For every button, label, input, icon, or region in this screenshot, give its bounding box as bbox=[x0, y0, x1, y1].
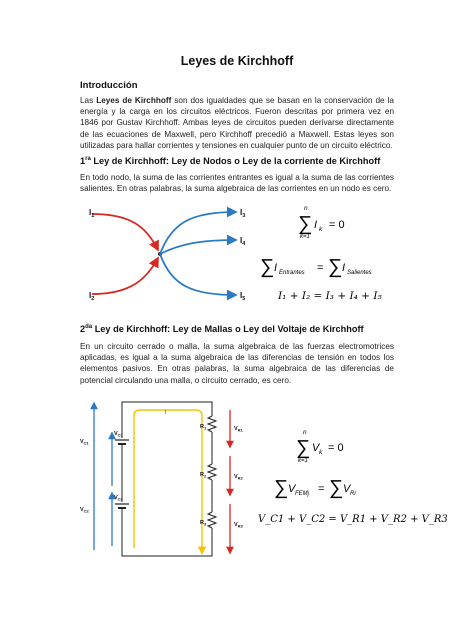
svg-text:Salientes: Salientes bbox=[347, 270, 372, 276]
label-vc1-outer: $V_{C1}$ bbox=[80, 439, 89, 446]
law1-eq-sum-zero bbox=[298, 205, 345, 240]
law1-paragraph: En todo nodo, la suma de las corrientes entrantes es igual a la suma de las corrientes salientes. En otras palabras, la suma algebraica de las corrientes en un nodo es cero. bbox=[80, 173, 394, 194]
law2-paragraph: En un circuito cerrado o malla, la suma algebraica de las fuerzas electromotrices aplicadas, es igual a la suma algebraica de las diferencias de tensión en todos los elementos pasivos. En otras palabras, la suma algebraica de las diferencias de potencial circulando una malla, o circuito cerrado, es cero. bbox=[80, 342, 394, 385]
mesh-circuit-diagram bbox=[80, 398, 250, 564]
law2-number: 2 bbox=[80, 324, 86, 335]
svg-text:Entrantes: Entrantes bbox=[279, 270, 305, 276]
label-i4: $I_4$ bbox=[240, 236, 246, 247]
sigma-icon: ∑ bbox=[298, 213, 313, 235]
svg-text:=: = bbox=[317, 262, 324, 274]
label-r2: $R_2$ bbox=[200, 472, 207, 479]
law2-heading bbox=[80, 324, 364, 334]
label-loop-current: I bbox=[165, 410, 167, 416]
svg-text:V: V bbox=[312, 442, 320, 454]
page-title: Leyes de Kirchhoff bbox=[180, 54, 294, 68]
svg-text:∑: ∑ bbox=[274, 477, 289, 499]
intro-text-pre: Las bbox=[80, 96, 97, 105]
law2-heading-text: Ley de Kirchhoff: Ley de Mallas o Ley del Voltaje de Kirchhoff bbox=[92, 324, 364, 335]
law1-heading-text: Ley de Kirchhoff: Ley de Nodos o Ley de la corriente de Kirchhoff bbox=[90, 156, 381, 167]
law1-ordinal: ra bbox=[85, 156, 91, 162]
svg-text:k=1: k=1 bbox=[298, 458, 308, 464]
node-current-diagram bbox=[80, 200, 270, 308]
svg-text:∑: ∑ bbox=[328, 256, 343, 278]
circuit-wire bbox=[122, 402, 212, 556]
svg-text:k: k bbox=[319, 226, 323, 233]
svg-text:I: I bbox=[342, 262, 346, 274]
label-r3: $R_3$ bbox=[200, 520, 207, 527]
law2-equations bbox=[256, 424, 448, 534]
svg-text:k: k bbox=[319, 449, 323, 456]
law2-ordinal: da bbox=[85, 324, 93, 330]
label-i1: $I_1$ bbox=[89, 208, 95, 219]
svg-text:V: V bbox=[288, 483, 296, 495]
svg-text:∑: ∑ bbox=[329, 477, 344, 499]
law2-eq-sum-zero bbox=[296, 429, 344, 464]
svg-text:Ri: Ri bbox=[350, 491, 356, 497]
svg-text:=: = bbox=[318, 483, 325, 495]
law1-eq-in-out bbox=[260, 256, 372, 278]
svg-text:FEMj: FEMj bbox=[295, 491, 309, 497]
svg-text:n: n bbox=[304, 205, 308, 212]
label-i2: $I_2$ bbox=[89, 291, 95, 302]
law1-equations bbox=[258, 200, 398, 308]
law1-eq-explicit: I₁ + I₂ = I₃ + I₄ + I₅ bbox=[278, 290, 382, 302]
loop-current-arrow bbox=[134, 410, 202, 548]
current-i1-arrow bbox=[92, 214, 158, 250]
svg-text:= 0: = 0 bbox=[329, 219, 345, 231]
law1-heading bbox=[80, 156, 380, 166]
label-vr3: $V_{R3}$ bbox=[234, 522, 243, 529]
label-vr1: $V_{R1}$ bbox=[234, 426, 243, 433]
svg-text:∑: ∑ bbox=[260, 256, 275, 278]
current-i4-arrow bbox=[160, 240, 236, 254]
current-i5-arrow bbox=[160, 254, 236, 295]
svg-text:I: I bbox=[314, 219, 318, 231]
label-vc1-inner: $V_{C1}$ bbox=[114, 431, 123, 438]
label-i5: $I_5$ bbox=[240, 291, 246, 302]
law2-eq-fem-drop bbox=[274, 477, 356, 499]
intro-paragraph bbox=[80, 95, 394, 151]
law1-number: 1 bbox=[80, 156, 86, 167]
intro-heading: Introducción bbox=[80, 80, 138, 91]
svg-text:k=1: k=1 bbox=[300, 234, 310, 240]
svg-text:I: I bbox=[274, 262, 278, 274]
label-r1: $R_1$ bbox=[200, 424, 207, 431]
label-vr2: $V_{R2}$ bbox=[234, 474, 243, 481]
current-i2-arrow bbox=[92, 258, 158, 294]
label-vc2-outer: $V_{C2}$ bbox=[80, 507, 89, 514]
law2-eq-explicit: V_C1 + V_C2 = V_R1 + V_R2 + V_R3 bbox=[258, 514, 448, 525]
label-i3: $I_3$ bbox=[240, 208, 246, 219]
svg-text:n: n bbox=[303, 429, 307, 436]
svg-text:∑: ∑ bbox=[296, 437, 311, 459]
intro-text-bold: Leyes de Kirchhoff bbox=[96, 96, 172, 105]
label-vc2-inner: $V_{C2}$ bbox=[114, 495, 123, 502]
svg-text:V: V bbox=[343, 483, 351, 495]
svg-text:= 0: = 0 bbox=[328, 442, 344, 454]
intro-text-post: son dos igualdades que se basan en la conservación de la energía y la carga en los circuitos eléctricos. Fueron descritas por primera vez en 1846 por Gustav Kirchhoff. Ambas leyes de circuitos pueden derivarse directamente de las ecuaciones de Maxwell, pero Kirchhoff precedió a Maxwell. Estas leyes son utilizadas para hallar corrientes y tensiones en cualquier punto de un circuito eléctrico. bbox=[80, 96, 394, 150]
current-i3-arrow bbox=[160, 212, 236, 254]
